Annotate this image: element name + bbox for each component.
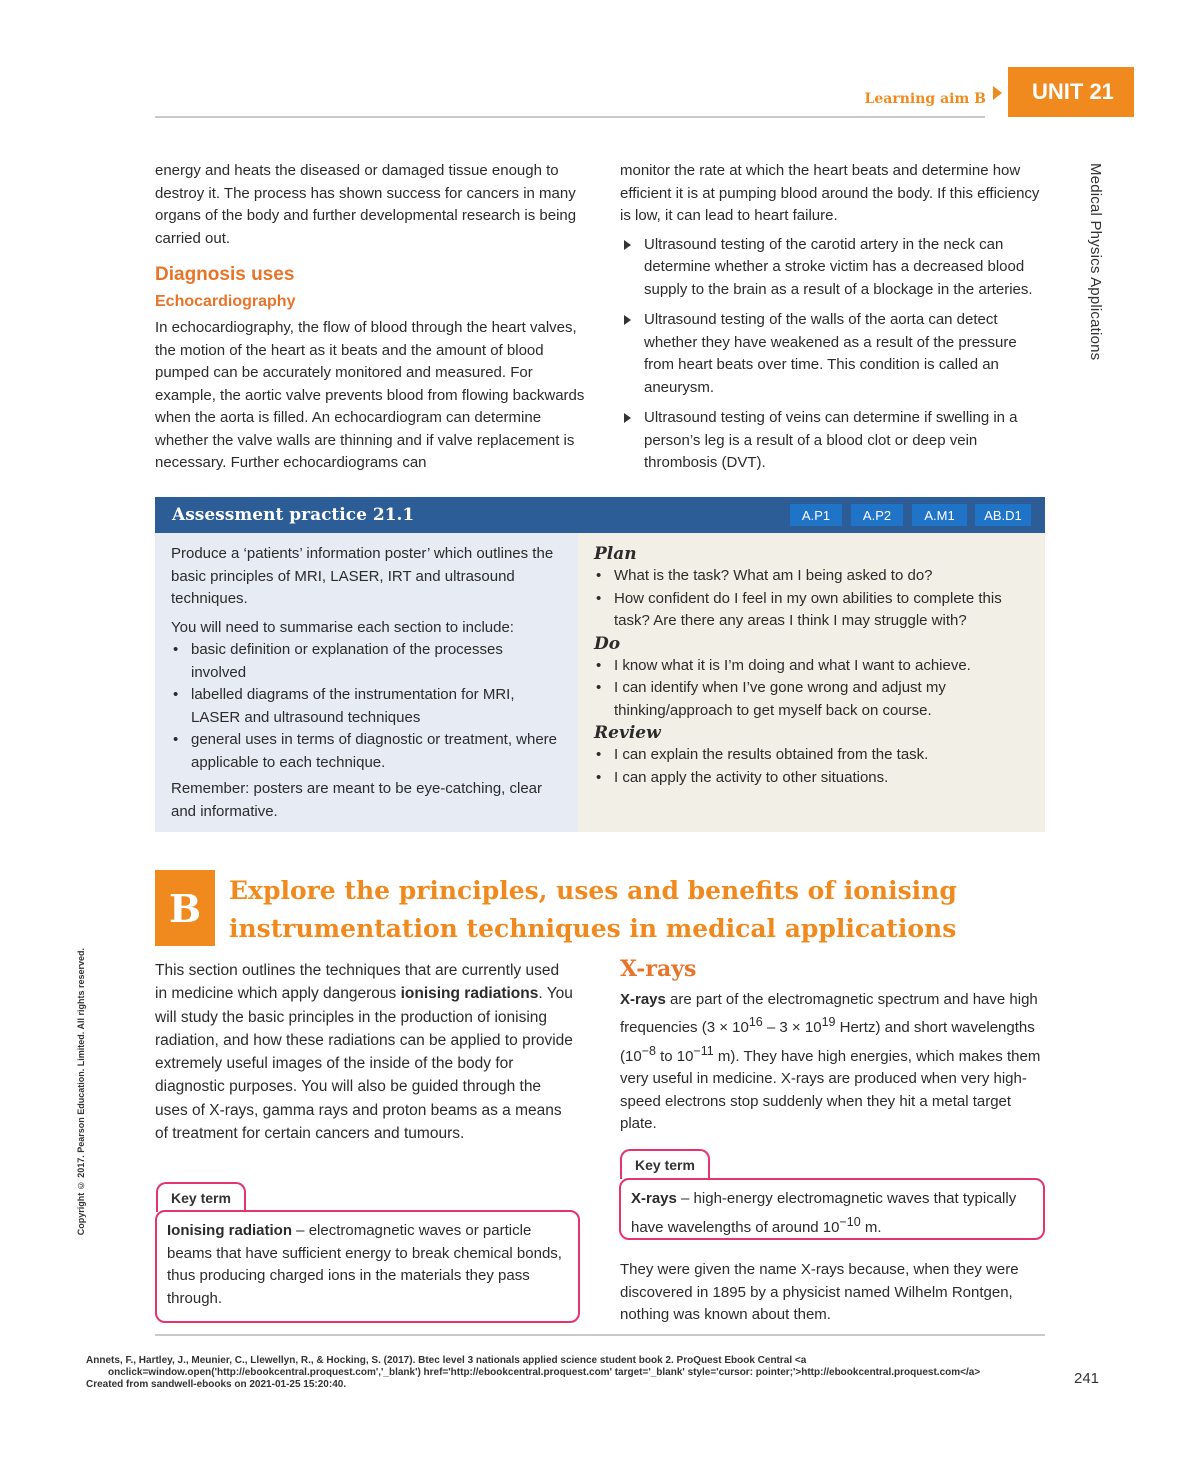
assessment-remember: Remember: posters are meant to be eye-catching, clear and informative. (171, 780, 543, 820)
paragraph-heat-therapy: energy and heats the diseased or damaged tissue enough to destroy it. The process has shown success for cancers in many organs of the body and further developmental research is being carried out. (155, 162, 577, 247)
key-term-box-ionising (155, 1210, 580, 1323)
citation (86, 1355, 1046, 1391)
paragraph-heart-rate: monitor the rate at which the heart beats and determine how efficient it is at pumping blood around the body. If this efficiency is low, it can lead to heart failure. (620, 162, 1040, 224)
list-item: Ultrasound testing of the carotid artery in the neck can determine whether a stroke victim has a decreased blood supply to the brain as a result of a blockage in the arteries. (620, 234, 1045, 302)
xrays-text: m). They have high energies, which makes them very useful in medicine. X-rays are produced when very high-speed electrons stop suddenly when they hit a metal target plate. (620, 1047, 1041, 1132)
assessment-items (171, 639, 562, 774)
paragraph-xrays (620, 989, 1045, 1136)
key-term-tab: Key term (620, 1149, 710, 1179)
key-term-box-xrays (619, 1178, 1045, 1240)
heading-diagnosis-uses: Diagnosis uses (155, 264, 295, 285)
key-term-tab: Key term (156, 1182, 246, 1212)
review-list (594, 744, 1029, 789)
list-item: • I can identify when I’ve gone wrong and adjust my thinking/approach to get myself back on course. (594, 677, 1029, 722)
section-b-title: Explore the principles, uses and benefits of ionising instrumentation techniques in medical applications (229, 876, 957, 943)
criteria-tag: A.P2 (851, 504, 903, 526)
do-label: Do (594, 633, 621, 654)
plan-do-review-panel (578, 533, 1045, 832)
paragraph-echocardiography: In echocardiography, the flow of blood through the heart valves, the motion of the heart as it beats and the amount of blood pumped can be accurately monitored and measured. For example, the aortic valve prevents blood from flowing backwards when the aorta is filled. An echocardiogram can determine whether the valve walls are thinning and if valve replacement is necessary. Further echocardiograms can (155, 319, 585, 471)
heading-echocardiography: Echocardiography (155, 292, 296, 310)
xrays-history (620, 1259, 1050, 1327)
xrays-section (620, 958, 1045, 1136)
paragraph-xrays-history: They were given the name X-rays because, when they were discovered in 1895 by a physicist named Wilhelm Rontgen, nothing was known about them. (620, 1261, 1019, 1323)
chevron-right-icon (993, 86, 1002, 100)
learning-aim-label: Learning aim B (864, 91, 986, 107)
citation-line: Created from sandwell-ebooks on 2021-01-25 15:20:40. (86, 1379, 347, 1390)
list-item: • I can apply the activity to other situations. (594, 767, 1029, 790)
assessment-task-panel (155, 533, 578, 832)
assessment-title: Assessment practice 21.1 (172, 505, 415, 525)
exponent: −10 (839, 1214, 861, 1229)
key-term-word: Ionising radiation (167, 1222, 293, 1239)
key-term-word: X-rays (631, 1190, 677, 1207)
exponent: 19 (821, 1015, 836, 1029)
citation-line: onclick=window.open('http://ebookcentral.proquest.com','_blank') href='http://ebookcentral.proquest.com' target='_blank' style='cursor: pointer;'>http://ebookcentral.proquest.com</a> (108, 1367, 981, 1378)
footer-divider (155, 1334, 1045, 1336)
exponent: 16 (748, 1015, 763, 1029)
list-item: Ultrasound testing of veins can determine if swelling in a person’s leg is a result of a blood clot or deep vein thrombosis (DVT). (620, 407, 1045, 475)
intro-text: . You will study the basic principles in the production of ionising radiation, and how these radiations can be applied to provide extremely useful images of the inside of the body for diagnostic purposes. You will also be guided through the uses of X-rays, gamma rays and proton beams as a means of treatment for certain cancers and tumours. (155, 985, 573, 1143)
criteria-tag: A.M1 (912, 504, 967, 526)
ultrasound-list (620, 234, 1045, 475)
citation-line: Annets, F., Hartley, J., Meunier, C., Llewellyn, R., & Hocking, S. (2017). Btec level 3 nationals applied science student book 2. ProQuest Ebook Central <a (86, 1355, 807, 1366)
xrays-text: to 10 (655, 1047, 694, 1065)
list-item: • general uses in terms of diagnostic or treatment, where applicable to each technique. (171, 729, 562, 774)
unit-badge: UNIT 21 (1008, 67, 1134, 117)
key-term-definition: m. (860, 1218, 882, 1236)
list-item: • How confident do I feel in my own abilities to complete this task? Are there any areas I think I may struggle with? (594, 588, 1029, 633)
side-title: Medical Physics Applications (1087, 163, 1104, 361)
criteria-tag: A.P1 (790, 504, 842, 526)
intro-text: This section outlines the techniques that are currently used in medicine which apply dangerous (155, 962, 560, 1003)
list-item: • labelled diagrams of the instrumentation for MRI, LASER and ultrasound techniques (171, 684, 562, 729)
key-term-definition: – electromagnetic waves or particle beams that have sufficient energy to break chemical bonds, thus producing charged ions in the materials they pass through. (167, 1222, 562, 1307)
left-column (155, 160, 585, 475)
assessment-need: You will need to summarise each section to include: (171, 618, 514, 636)
xrays-text: Hertz) and short wavelengths (10 (620, 1019, 1035, 1065)
list-item: • I can explain the results obtained from the task. (594, 744, 1029, 767)
xrays-bold: X-rays (620, 990, 666, 1008)
header-divider (155, 116, 985, 118)
page-number: 241 (1074, 1370, 1100, 1387)
section-letter-badge: B (155, 870, 215, 946)
assessment-practice-box (155, 497, 1045, 832)
list-item: • basic definition or explanation of the processes involved (171, 639, 562, 684)
list-item: • I know what it is I’m doing and what I want to achieve. (594, 655, 1029, 678)
exponent: −8 (641, 1043, 656, 1058)
copyright-notice: Copyright © 2017. Pearson Education. Limited. All rights reserved. (76, 948, 86, 1236)
plan-label: Plan (594, 544, 637, 564)
list-item: Ultrasound testing of the walls of the aorta can detect whether they have weakened as a result of the pressure from heart beats over time. This condition is called an aneurysm. (620, 309, 1045, 399)
list-item: • What is the task? What am I being asked to do? (594, 565, 1029, 588)
xrays-text: – 3 × 10 (762, 1019, 822, 1036)
heading-xrays: X-rays (620, 956, 697, 982)
do-list (594, 655, 1029, 723)
assessment-intro: Produce a ‘patients’ information poster’ which outlines the basic principles of MRI, LASER, IRT and ultrasound techniques. (171, 545, 554, 607)
intro-bold-term: ionising radiations (400, 985, 539, 1003)
criteria-tag: AB.D1 (975, 504, 1031, 526)
xrays-text: are part of the electromagnetic spectrum and have high frequencies (3 × 10 (620, 990, 1038, 1036)
paragraph-section-intro (155, 959, 575, 1145)
exponent: −11 (693, 1043, 714, 1058)
section-b-intro (155, 959, 575, 1145)
assessment-header (155, 497, 1045, 533)
plan-list (594, 565, 1029, 633)
key-term-definition: – high-energy electromagnetic waves that typically have wavelengths of around 10 (631, 1190, 1017, 1236)
review-label: Review (594, 723, 661, 743)
right-column (620, 160, 1045, 483)
